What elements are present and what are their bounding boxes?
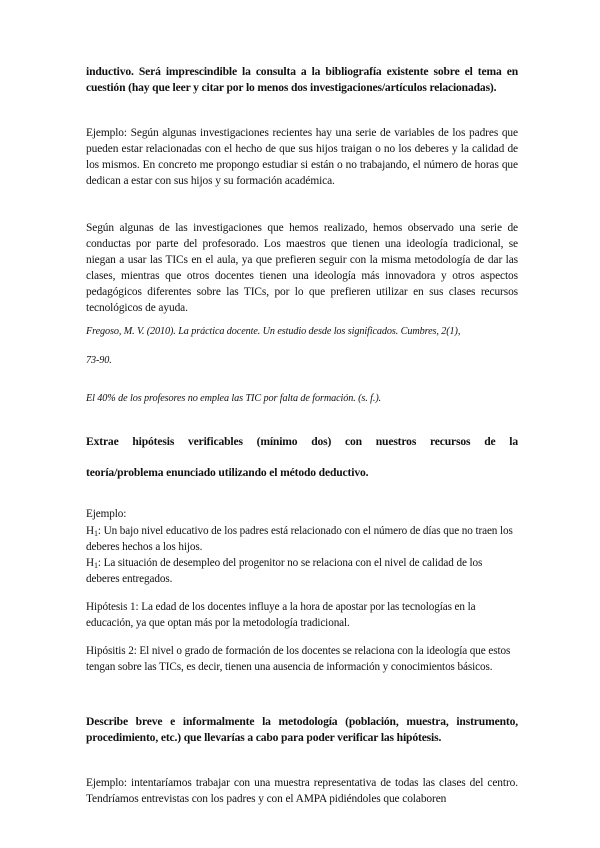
hipotesis-2: Hipósitis 2: El nivel o grado de formación de los docentes se relaciona con la ideología que estos tengan sobre las TICs, es decir, tienen una ausencia de información y conocimientos básicos. [86, 645, 511, 673]
h-subscript: 1 [93, 561, 98, 570]
hipotesis-1: Hipótesis 1: La edad de los docentes influye a la hora de apostar por las tecnologías en la educación, ya que optan más por la metodología tradicional. [86, 601, 476, 629]
citation-line-2: 73-90. [86, 355, 112, 366]
h1-text: : Un bajo nivel educativo de los padres está relacionado con el número de días que no traen los deberes hechos a los hijos. [86, 525, 513, 553]
hypothesis-h1 [86, 523, 518, 555]
h-symbol: H [86, 525, 94, 537]
final-paragraph: Ejemplo: intentaríamos trabajar con una muestra representativa de todas las clases del centro. Tendríamos entrevistas con los padres y con el AMPA pidiéndoles que colaboren [86, 777, 518, 805]
h-subscript: 1 [93, 529, 98, 538]
section-2-title-line-1: Extrae hipótesis verificables (mínimo dos) con nuestros recursos de la [86, 435, 518, 448]
h2-text: : La situación de desempleo del progenitor no se relaciona con el nivel de calidad de los deberes entregados. [86, 557, 483, 585]
section-3-title: Describe breve e informalmente la metodología (población, muestra, instrumento, procedimiento, etc.) que llevarías a cabo para poder verificar las hipótesis. [86, 715, 518, 744]
section-2-title-line-2: teoría/problema enunciado utilizando el método deductivo. [86, 466, 369, 479]
example-paragraph-2: Según algunas de las investigaciones que hemos realizado, hemos observado una serie de conductas por parte del profesorado. Los maestros que tienen una ideología tradicional, se niegan a usar las TICs en el aula, ya que prefieren seguir con la misma metodología de dar las clases, mientras que otros docentes tienen una ideología más innovadora y otros aspectos pedagógicos diferentes sobre las TICs, por lo que prefieren utilizar en sus clases recursos tecnológicos de ayuda. [86, 222, 518, 314]
example-paragraph-1: Ejemplo: Según algunas investigaciones recientes hay una serie de variables de los padres que pueden estar relacionadas con el hecho de que sus hijos traigan o no los deberes y la calidad de los mismos. En concreto me propongo estudiar si están o no trabajando, el número de horas que dedican a estar con sus hijos y su formación académica. [86, 127, 518, 187]
hypothesis-h2 [86, 555, 518, 587]
h-symbol: H [86, 557, 94, 569]
top-bold-paragraph: inductivo. Será imprescindible la consulta a la bibliografía existente sobre el tema en cuestión (hay que leer y citar por lo menos dos investigaciones/artículos relacionadas). [86, 65, 518, 94]
citation-line-1: Fregoso, M. V. (2010). La práctica docente. Un estudio desde los significados. Cumbres, 2(1), [86, 326, 461, 337]
ejemplo-label: Ejemplo: [86, 508, 127, 520]
citation-2: El 40% de los profesores no emplea las TIC por falta de formación. (s. f.). [86, 393, 382, 404]
